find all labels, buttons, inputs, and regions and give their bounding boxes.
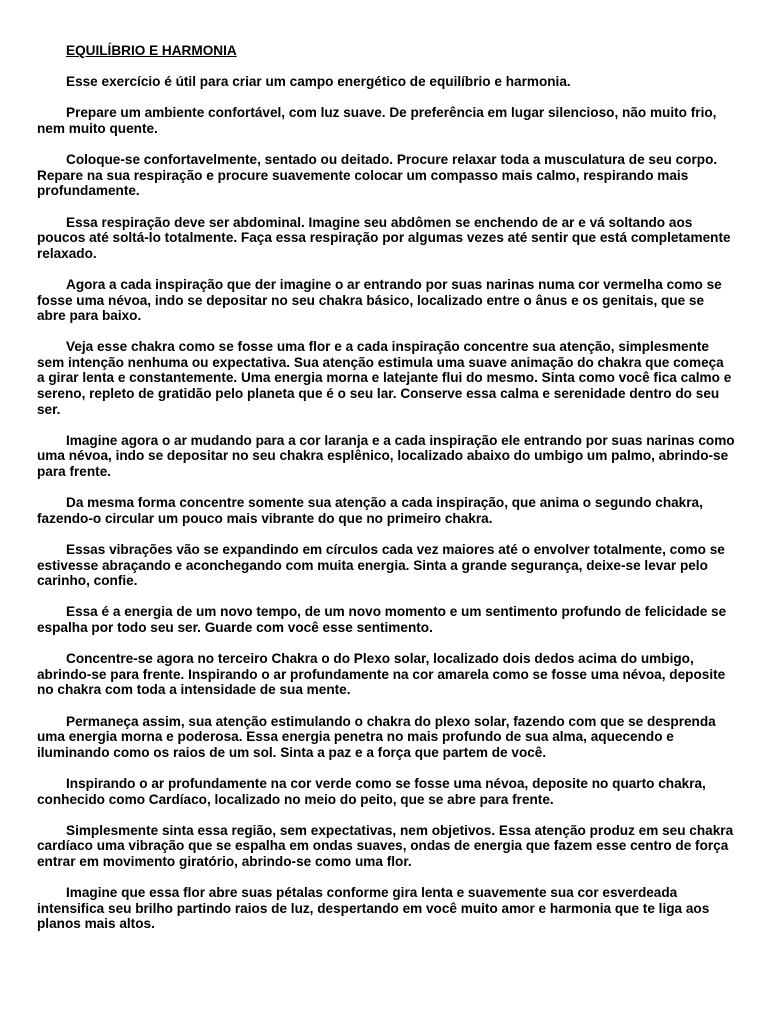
paragraph: Essa é a energia de um novo tempo, de um novo momento e um sentimento profundo de felicidade se espalha por todo seu ser. Guarde com você esse sentimento. bbox=[37, 604, 727, 635]
paragraph: Agora a cada inspiração que der imagine o ar entrando por suas narinas numa cor vermelha como se fosse uma névoa, indo se depositar no seu chakra básico, localizado entre o ânus e os genitais, que se abre para baixo. bbox=[37, 276, 722, 324]
paragraph: Imagine que essa flor abre suas pétalas conforme gira lenta e suavemente sua cor esverdeada intensifica seu brilho partindo raios de luz, despertando em você muito amor e harmonia que te liga aos planos mais altos. bbox=[37, 885, 710, 932]
paragraph: Prepare um ambiente confortável, com luz suave. De preferência em lugar silencioso, não muito frio, nem muito quente. bbox=[37, 105, 717, 136]
paragraph: Da mesma forma concentre somente sua atenção a cada inspiração, que anima o segundo chakra, fazendo-o circular um pouco mais vibrante do que no primeiro chakra. bbox=[37, 495, 703, 526]
paragraph: Essa respiração deve ser abdominal. Imagine seu abdômen se enchendo de ar e vá soltando aos poucos até soltá-lo totalmente. Faça essa respiração por algumas vezes até sentir que está completamente relaxado. bbox=[37, 214, 731, 261]
paragraph: Inspirando o ar profundamente na cor verde como se fosse uma névoa, deposite no quarto chakra, conhecido como Cardíaco, localizado no meio do peito, que se abre para frente. bbox=[37, 775, 706, 807]
paragraph: Coloque-se confortavelmente, sentado ou deitado. Procure relaxar toda a musculatura de seu corpo. Repare na sua respiração e procure suavemente colocar um compasso mais calmo, respirando mais profundamente. bbox=[37, 152, 718, 199]
paragraph: Simplesmente sinta essa região, sem expectativas, nem objetivos. Essa atenção produz em seu chakra cardíaco uma vibração que se espalha em ondas suaves, ondas de energia que fazem esse centro de força entrar em movimento giratório, abrindo-se como uma flor. bbox=[37, 822, 734, 869]
paragraph: Permaneça assim, sua atenção estimulando o chakra do plexo solar, fazendo com que se desprenda uma energia morna e poderosa. Essa energia penetra no mais profundo de sua alma, aquecendo e iluminando como os raios de um sol. Sinta a paz e a força que partem de você. bbox=[37, 713, 716, 760]
paragraph: Esse exercício é útil para criar um campo energético de equilíbrio e harmonia. bbox=[66, 74, 571, 90]
paragraph: Veja esse chakra como se fosse uma flor e a cada inspiração concentre sua atenção, simplesmente sem intenção nenhuma ou expectativa. Sua atenção estimula uma suave animação do chakra que começa a girar lenta e constantemente. Uma energia morna e latejante flui do mesmo. Sinta como você fica calmo e sereno, repleto de gratidão pelo planeta que é o seu lar. Conserve essa calma e serenidade dentro do seu ser. bbox=[37, 339, 732, 417]
document-body bbox=[37, 43, 735, 947]
paragraph: Imagine agora o ar mudando para a cor laranja e a cada inspiração ele entrando por suas narinas como uma névoa, indo se depositar no seu chakra esplênico, localizado abaixo do umbigo um palmo, abrindo-se para frente. bbox=[37, 432, 735, 480]
paragraph: Concentre-se agora no terceiro Chakra o do Plexo solar, localizado dois dedos acima do umbigo, abrindo-se para frente. Inspirando o ar profundamente na cor amarela como se fosse uma névoa, deposite no chakra com toda a intensidade de sua mente. bbox=[37, 651, 726, 698]
paragraph: Essas vibrações vão se expandindo em círculos cada vez maiores até o envolver totalmente, como se estivesse abraçando e aconchegando com muita energia. Sinta a grande segurança, deixe-se levar pelo carinho, confie. bbox=[37, 542, 725, 589]
document-title: EQUILÍBRIO E HARMONIA bbox=[66, 43, 237, 58]
